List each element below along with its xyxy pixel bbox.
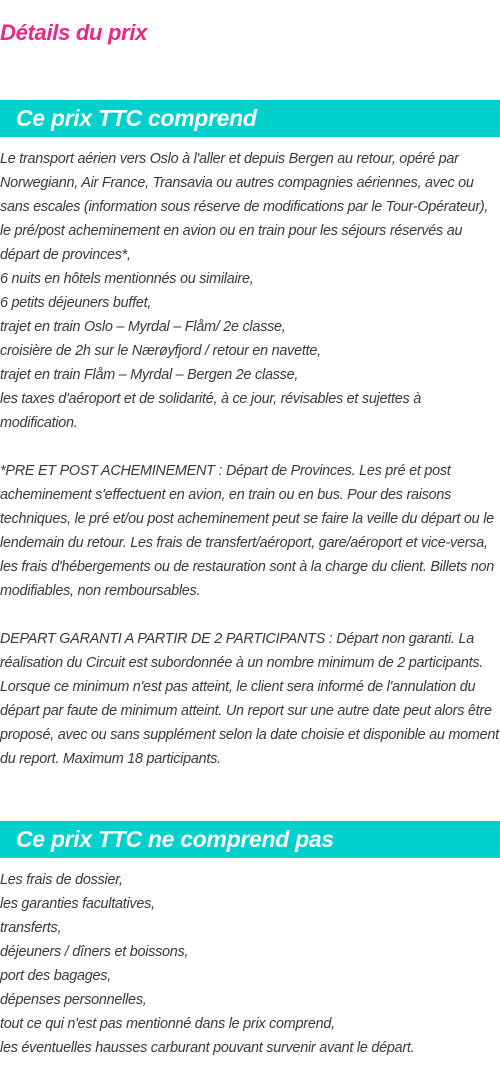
excludes-item-non-mentionne: tout ce qui n'est pas mentionné dans le prix comprend, (0, 1016, 335, 1032)
excludes-item-depenses: dépenses personnelles, (0, 992, 147, 1008)
excludes-item-carburant: les éventuelles hausses carburant pouvant survenir avant le départ. (0, 1040, 415, 1056)
excludes-item-transferts: transferts, (0, 920, 62, 936)
note-depart-garanti: DEPART GARANTI A PARTIR DE 2 PARTICIPANTS : Départ non garanti. La réalisation du Circuit est subordonnée à un nombre minimum de 2 participants. Lorsque ce minimum n'est pas atteint, le client sera informé de l'annulation du départ par faute de minimum atteint. Un report sur une autre date peut alors être proposé, avec ou sans supplément selon la date choisie et disponible au moment du report. Maximum 18 participants. (0, 631, 499, 767)
excludes-item-dossier: Les frais de dossier, (0, 872, 123, 888)
page-title: Détails du prix (0, 20, 148, 45)
includes-item-train-oslo-flam: trajet en train Oslo – Myrdal – Flåm/ 2e classe, (0, 319, 286, 335)
excludes-item-repas: déjeuners / dîners et boissons, (0, 944, 189, 960)
excludes-list (0, 868, 500, 1060)
excludes-item-garanties: les garanties facultatives, (0, 896, 155, 912)
includes-item-taxes: les taxes d'aéroport et de solidarité, à ce jour, révisables et sujettes à modification. (0, 391, 422, 431)
includes-item-transport: Le transport aérien vers Oslo à l'aller et depuis Bergen au retour, opéré par Norwegiann, Air France, Transavia ou autres compagnies aériennes, avec ou sans escales (information sous réserve de modifications par le Tour-Opérateur), le pré/post acheminement en avion ou en train pour les séjours réservés au départ de provinces*, (0, 151, 489, 263)
section-title-excludes: Ce prix TTC ne comprend pas (16, 826, 334, 852)
includes-item-cruise: croisière de 2h sur le Nærøyfjord / retour en navette, (0, 343, 321, 359)
includes-item-nights: 6 nuits en hôtels mentionnés ou similaire, (0, 271, 254, 287)
includes-item-breakfasts: 6 petits déjeuners buffet, (0, 295, 152, 311)
section-header-includes (0, 100, 500, 137)
includes-list (0, 147, 500, 795)
section-header-excludes (0, 821, 500, 858)
excludes-item-bagages: port des bagages, (0, 968, 111, 984)
note-preacheminement: *PRE ET POST ACHEMINEMENT : Départ de Provinces. Les pré et post acheminement s'effectuent en avion, en train ou en bus. Pour des raisons techniques, le pré et/ou post acheminement peut se faire la veille du départ ou le lendemain du retour. Les frais de transfert/aéroport, gare/aéroport et vice-versa, les frais d'hébergements ou de restauration sont à la charge du client. Billets non modifiables, non remboursables. (0, 463, 494, 599)
includes-item-train-flam-bergen: trajet en train Flåm – Myrdal – Bergen 2e classe, (0, 367, 299, 383)
section-title-includes: Ce prix TTC comprend (16, 105, 257, 131)
